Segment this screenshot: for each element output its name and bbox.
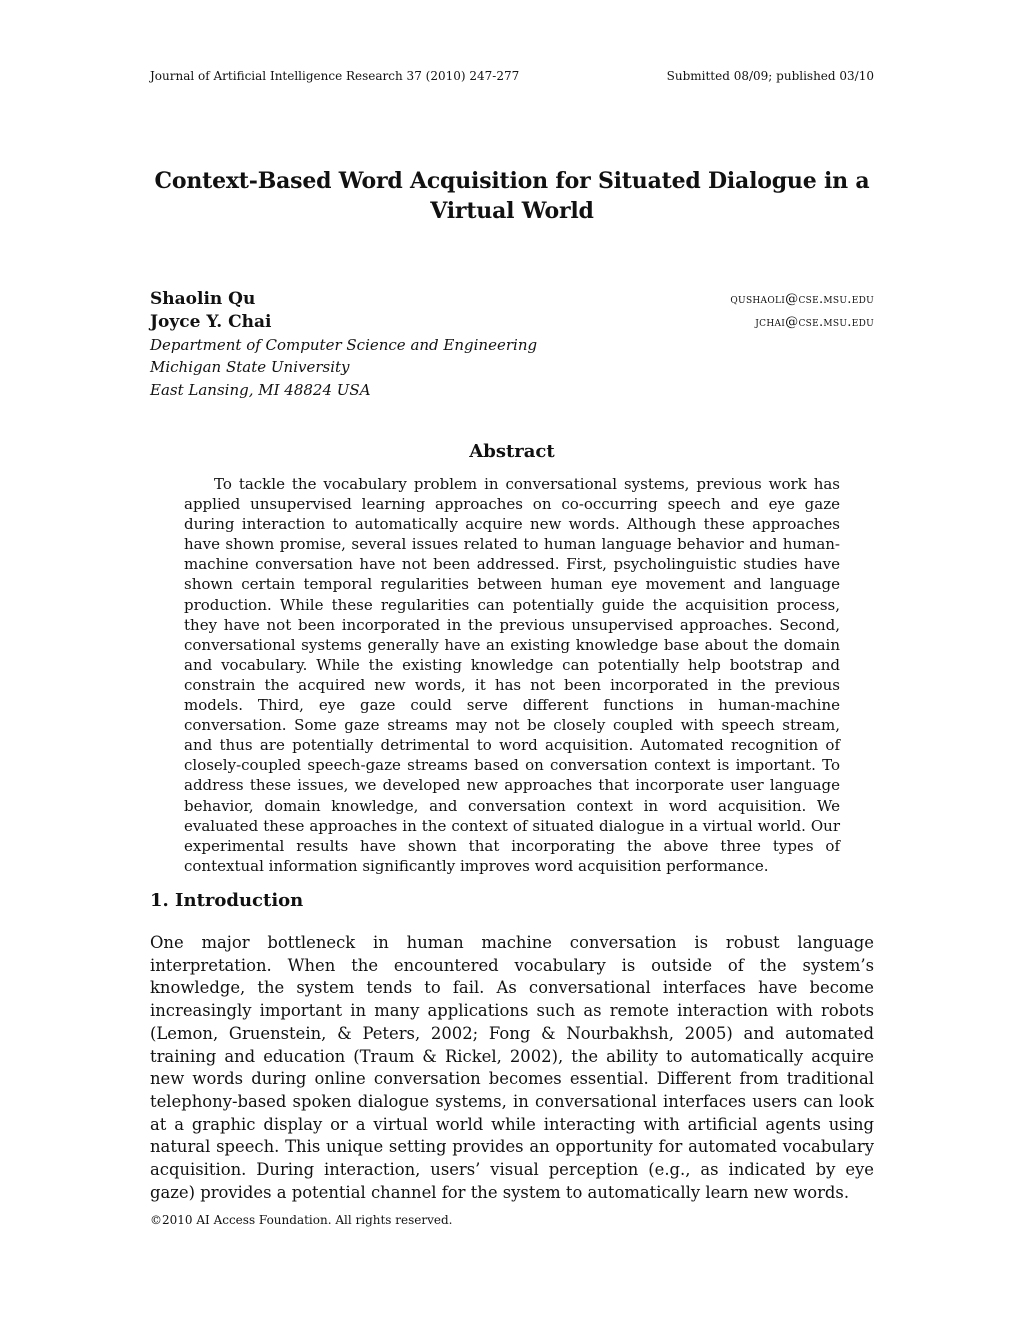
author-email-2[interactable]: jchai@cse.msu.edu — [755, 315, 874, 330]
abstract-heading: Abstract — [469, 441, 555, 462]
author-name-2: Joyce Y. Chai — [150, 312, 272, 332]
abstract-text: To tackle the vocabulary problem in conversational systems, previous work has applied unsupervised learning approaches on co-occurring speech and eye gaze during interaction to automatically acquire new words. Although these approaches have shown promise, several issues related to human language behavior and human-machine conversation have not been addressed. First, psycholinguistic studies have shown certain temporal regularities between human eye movement and language production. While these regularities can potentially guide the acquisition process, they have not been incorporated in the previous unsupervised approaches. Second, conversational systems generally have an existing knowledge base about the domain and vocabulary. While the existing knowledge can potentially help bootstrap and constrain the acquired new words, it has not been incorporated in the previous models. Third, eye gaze could serve different functions in human-machine conversation. Some gaze streams may not be closely coupled with speech stream, and thus are potentially detrimental to word acquisition. Automated recognition of closely-coupled speech-gaze streams based on conversation context is important. To address these issues, we developed new approaches that incorporate user language behavior, domain knowledge, and conversation context in word acquisition. We evaluated these approaches in the context of situated dialogue in a virtual world. Our experimental results have shown that incorporating the above three types of contextual information significantly improves word acquisition performance. — [184, 475, 840, 875]
paper-title: Context-Based Word Acquisition for Situated Dialogue in a Virtual World — [154, 168, 870, 224]
copyright-footer: ©2010 AI Access Foundation. All rights reserved. — [150, 1213, 453, 1227]
author-email-1[interactable]: qushaoli@cse.msu.edu — [730, 292, 874, 307]
affiliation-university: Michigan State University — [150, 358, 350, 376]
section-heading: 1. Introduction — [150, 890, 304, 911]
journal-header: Journal of Artificial Intelligence Research 37 (2010) 247-277 — [150, 69, 520, 83]
affiliation-department: Department of Computer Science and Engineering — [150, 336, 538, 354]
introduction-text: One major bottleneck in human machine conversation is robust language interpretation. When the encountered vocabulary is outside of the system’s knowledge, the system tends to fail. As conversational interfaces have become increasingly important in many applications such as remote interaction with robots (Lemon, Gruenstein, & Peters, 2002; Fong & Nourbakhsh, 2005) and automated training and education (Traum & Rickel, 2002), the ability to automatically acquire new words during online conversation becomes essential. Different from traditional telephony-based spoken dialogue systems, in conversational interfaces users can look at a graphic display or a virtual world while interacting with artificial agents using natural speech. This unique setting provides an opportunity for automated vocabulary acquisition. During interaction, users’ visual perception (e.g., as indicated by eye gaze) provides a potential channel for the system to automatically learn new words. — [150, 933, 874, 1202]
affiliation-location: East Lansing, MI 48824 USA — [150, 381, 371, 399]
author-name-1: Shaolin Qu — [150, 289, 256, 309]
submission-dates: Submitted 08/09; published 03/10 — [666, 69, 874, 83]
